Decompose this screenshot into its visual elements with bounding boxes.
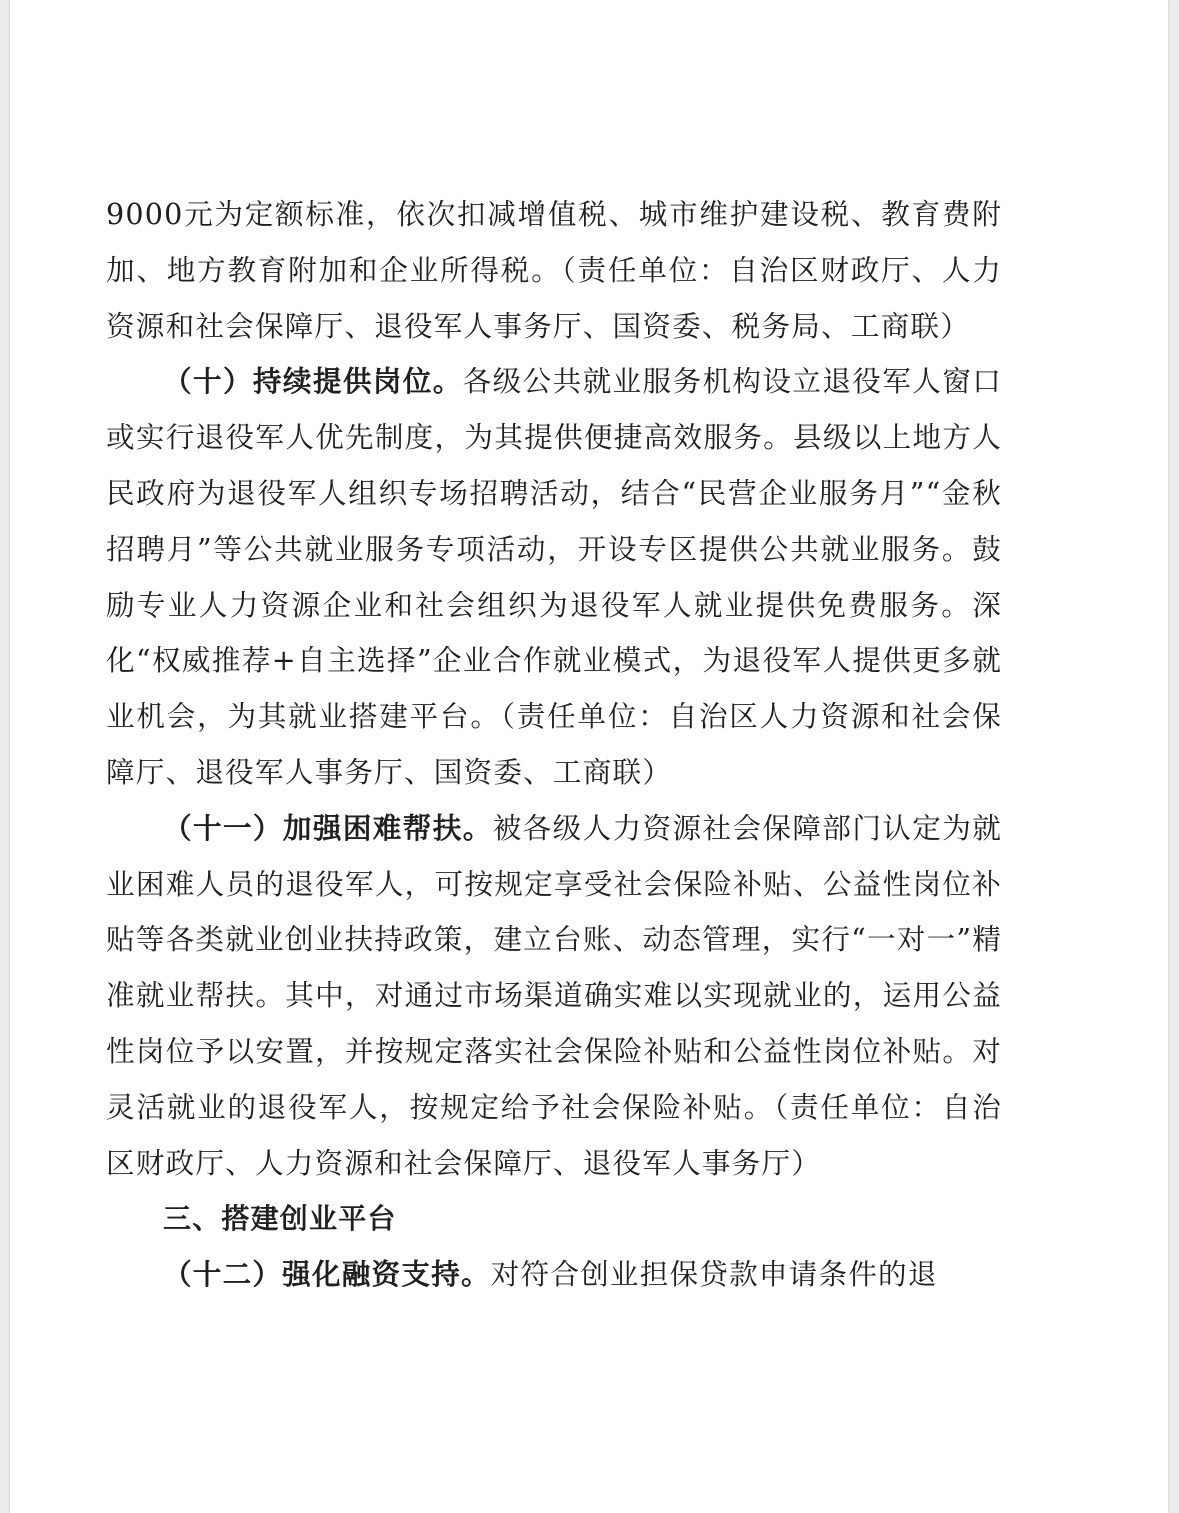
document-body	[106, 187, 1002, 1303]
item-11-body: 被各级人力资源社会保障部门认定为就业困难人员的退役军人，可按规定享受社会保险补贴、公益性岗位补贴等各类就业创业扶持政策，建立台账、动态管理，实行“一对一”精准就业帮扶。其中，对通过市场渠道确实难以实现就业的，运用公益性岗位予以安置，并按规定落实社会保险补贴和公益性岗位补贴。对灵活就业的退役军人，按规定给予社会保险补贴。（责任单位：自治区财政厅、人力资源和社会保障厅、退役军人事务厅）	[106, 810, 1003, 1180]
paragraph-item-10	[106, 354, 1002, 800]
paragraph-item-11	[106, 801, 1002, 1192]
item-12-body: 对符合创业担保贷款申请条件的退	[490, 1257, 938, 1292]
item-10-body: 各级公共就业服务机构设立退役军人窗口或实行退役军人优先制度，为其提供便捷高效服务。县级以上地方人民政府为退役军人组织专场招聘活动，结合“民营企业服务月”“金秋招聘月”等公共就业服务专项活动，开设专区提供公共就业服务。鼓励专业人力资源企业和社会组织为退役军人就业提供免费服务。深化“权威推荐+自主选择”企业合作就业模式，为退役军人提供更多就业机会，为其就业搭建平台。（责任单位：自治区人力资源和社会保障厅、退役军人事务厅、国资委、工商联）	[106, 364, 1002, 789]
item-10-title: （十）持续提供岗位。	[163, 364, 463, 399]
item-11-title: （十一）加强困难帮扶。	[163, 810, 493, 845]
item-12-title: （十二）强化融资支持。	[163, 1257, 491, 1292]
paragraph-item-12	[106, 1247, 1002, 1303]
document-page	[10, 0, 1168, 1513]
paragraph-continued: 9000元为定额标准，依次扣减增值税、城市维护建设税、教育费附加、地方教育附加和企业所得税。（责任单位：自治区财政厅、人力资源和社会保障厅、退役军人事务厅、国资委、税务局、工商联）	[106, 197, 1002, 343]
section-heading: 三、搭建创业平台	[163, 1202, 397, 1236]
